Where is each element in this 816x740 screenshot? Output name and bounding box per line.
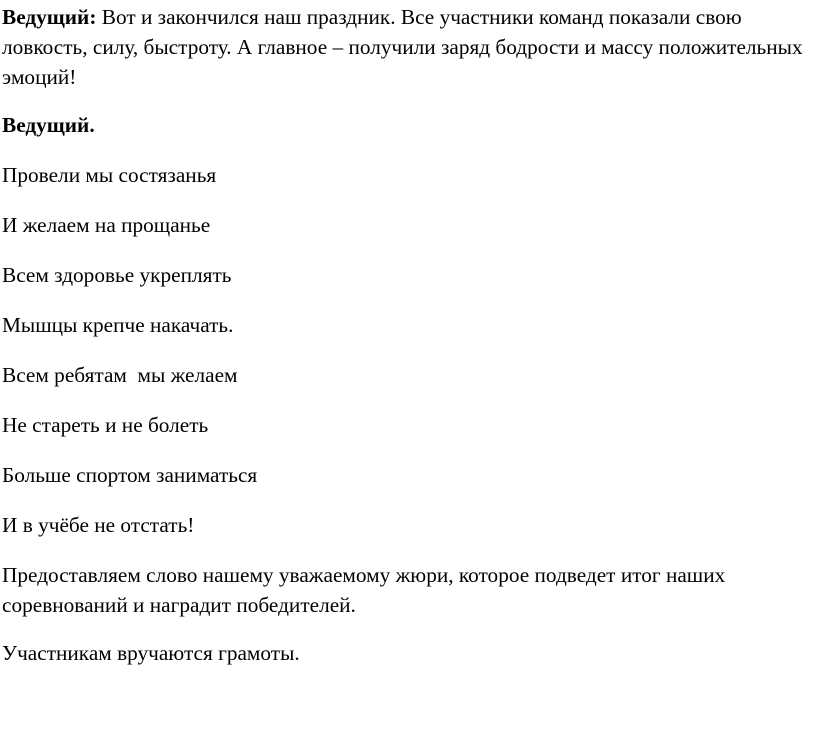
intro-text: Вот и закончился наш праздник. Все участники команд показали свою ловкость, силу, быстроту. А главное – получили заряд бодрости и массу положительных эмоций! [2, 5, 803, 89]
poem-line: И желаем на прощанье [2, 213, 211, 237]
poem-line: Всем здоровье укреплять [2, 263, 232, 287]
poem-line: И в учёбе не отстать! [2, 513, 195, 537]
final-line: Участникам вручаются грамоты. [2, 641, 300, 665]
poem-line: Всем ребятам мы желаем [2, 363, 238, 387]
poem-line: Больше спортом заниматься [2, 463, 258, 487]
poem-line: Мышцы крепче накачать. [2, 313, 234, 337]
poem-line: Провели мы состязанья [2, 163, 217, 187]
closing-paragraph: Предоставляем слово нашему уважаемому жюри, которое подведет итог наших соревнований и наградит победителей. [2, 563, 726, 617]
poem-line: Не стареть и не болеть [2, 413, 209, 437]
speaker-label: Ведущий: [2, 5, 97, 29]
intro-paragraph [2, 2, 814, 92]
speaker-heading: Ведущий. [2, 113, 95, 137]
